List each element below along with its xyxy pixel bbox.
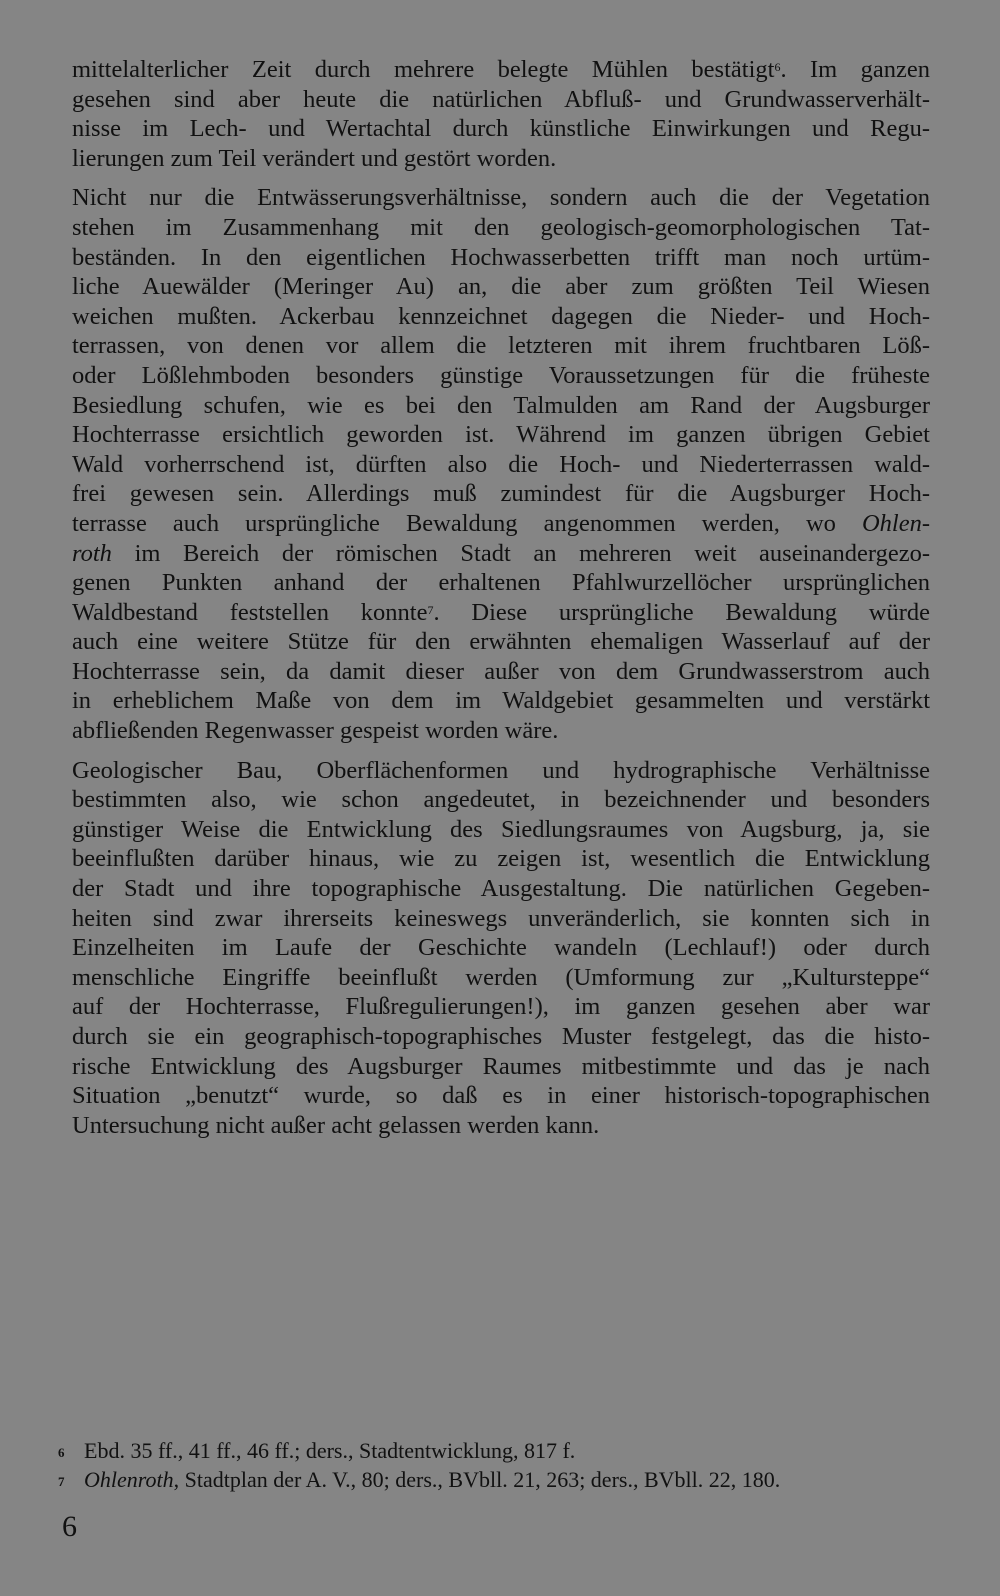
text-line: Hochterrasse sein, da damit dieser außer von dem Grundwasserstrom auch	[72, 657, 930, 685]
text-line: rische Entwicklung des Augsburger Raumes mitbestimmte und das je nach	[72, 1052, 930, 1080]
paragraph-1	[72, 55, 930, 173]
text-line: durch sie ein geographisch-topographisches Muster festgelegt, das die histo-	[72, 1023, 930, 1050]
author-name: roth	[72, 539, 112, 567]
text-line: lierungen zum Teil verändert und gestört worden.	[72, 144, 557, 172]
text-line: Geologischer Bau, Oberflächenformen und hydrographische Verhältnisse	[72, 756, 930, 784]
text-line: Untersuchung nicht außer acht gelassen werden kann.	[72, 1111, 600, 1139]
text-line: gesehen sind aber heute die natürlichen Abfluß- und Grundwasserverhält-	[72, 85, 930, 113]
footnote-text: Ebd. 35 ff., 41 ff., 46 ff.; ders., Stadtentwicklung, 817 f.	[84, 1438, 576, 1463]
text-line: bestimmten also, wie schon angedeutet, in bezeichnender und besonders	[72, 786, 930, 814]
text-line: Besiedlung schufen, wie es bei den Talmulden am Rand der Augsburger	[72, 391, 930, 419]
text-line: nisse im Lech- und Wertachtal durch künstliche Einwirkungen und Regu-	[72, 115, 930, 143]
paragraph-3	[72, 756, 930, 1141]
text-line: Waldbestand feststellen konnte$^7$. Diese ursprüngliche Bewaldung würde	[72, 598, 930, 626]
text-line: günstiger Weise die Entwicklung des Siedlungsraumes von Augsburg, ja, sie	[72, 815, 930, 843]
footnote-6	[58, 1436, 958, 1465]
text-line: oder Lößlehmboden besonders günstige Voraussetzungen für die früheste	[72, 361, 930, 389]
page-number: 6	[62, 1510, 77, 1543]
text-line: Nicht nur die Entwässerungsverhältnisse, sondern auch die der Vegetation	[72, 184, 930, 212]
text-line: terrassen, von denen vor allem die letzteren mit ihrem fruchtbaren Löß-	[72, 332, 930, 360]
text-line: frei gewesen sein. Allerdings muß zumindest für die Augsburger Hoch-	[72, 480, 930, 508]
text-line: weichen mußten. Ackerbau kennzeichnet dagegen die Nieder- und Hoch-	[72, 302, 930, 330]
text-line: beständen. In den eigentlichen Hochwasserbetten trifft man noch urtüm-	[72, 243, 930, 271]
text-line: menschliche Eingriffe beeinflußt werden (Umformung zur „Kultursteppe“	[72, 963, 930, 991]
text-line: terrasse auch ursprüngliche Bewaldung angenommen werden, wo Ohlen-	[72, 509, 930, 537]
text-line: heiten sind zwar ihrerseits keineswegs unveränderlich, sie konnten sich in	[72, 904, 930, 932]
text-line: mittelalterlicher Zeit durch mehrere belegte Mühlen bestätigt$^6$. Im ganzen	[72, 56, 930, 83]
text-line: auch eine weitere Stütze für den erwähnten ehemaligen Wasserlauf auf der	[72, 628, 930, 656]
text-line: liche Auewälder (Meringer Au) an, die aber zum größten Teil Wiesen	[72, 273, 930, 301]
footnotes	[58, 1436, 958, 1494]
footnote-7	[58, 1465, 958, 1494]
text-line: stehen im Zusammenhang mit den geologisch-geomorphologischen Tat-	[72, 213, 930, 241]
author-name: Ohlen-	[861, 509, 930, 537]
footnote-number: 7	[58, 1474, 65, 1489]
body-text	[72, 55, 930, 1150]
text-line: Situation „benutzt“ wurde, so daß es in einer historisch-topographischen	[72, 1082, 930, 1110]
text-line: auf der Hochterrasse, Flußregulierungen!), im ganzen gesehen aber war	[72, 993, 930, 1021]
text-line: Wald vorherrschend ist, dürften also die Hoch- und Niederterrassen wald-	[72, 450, 930, 478]
text-line: Einzelheiten im Laufe der Geschichte wandeln (Lechlauf!) oder durch	[72, 934, 930, 962]
text-line: der Stadt und ihre topographische Ausgestaltung. Die natürlichen Gegeben-	[72, 875, 930, 903]
footnote-text: , Stadtplan der A. V., 80; ders., BVbll. 21, 263; ders., BVbll. 22, 180.	[173, 1467, 781, 1492]
footnote-number: 6	[58, 1445, 65, 1460]
text-line: genen Punkten anhand der erhaltenen Pfahlwurzellöcher ursprünglichen	[72, 569, 930, 597]
text-line: roth im Bereich der römischen Stadt an mehreren weit auseinandergezo-	[72, 539, 931, 567]
text-line: beeinflußten darüber hinaus, wie zu zeigen ist, wesentlich die Entwicklung	[72, 845, 930, 873]
author-name: Ohlenroth	[84, 1467, 174, 1492]
footnote-reference[interactable]: 7	[427, 602, 434, 617]
text-line: Hochterrasse ersichtlich geworden ist. Während im ganzen übrigen Gebiet	[72, 421, 930, 449]
text-line: in erheblichem Maße von dem im Waldgebiet gesammelten und verstärkt	[72, 687, 930, 715]
footnote-reference[interactable]: 6	[774, 60, 781, 74]
paragraph-2	[72, 183, 930, 745]
text-line: abfließenden Regenwasser gespeist worden wäre.	[72, 717, 559, 745]
